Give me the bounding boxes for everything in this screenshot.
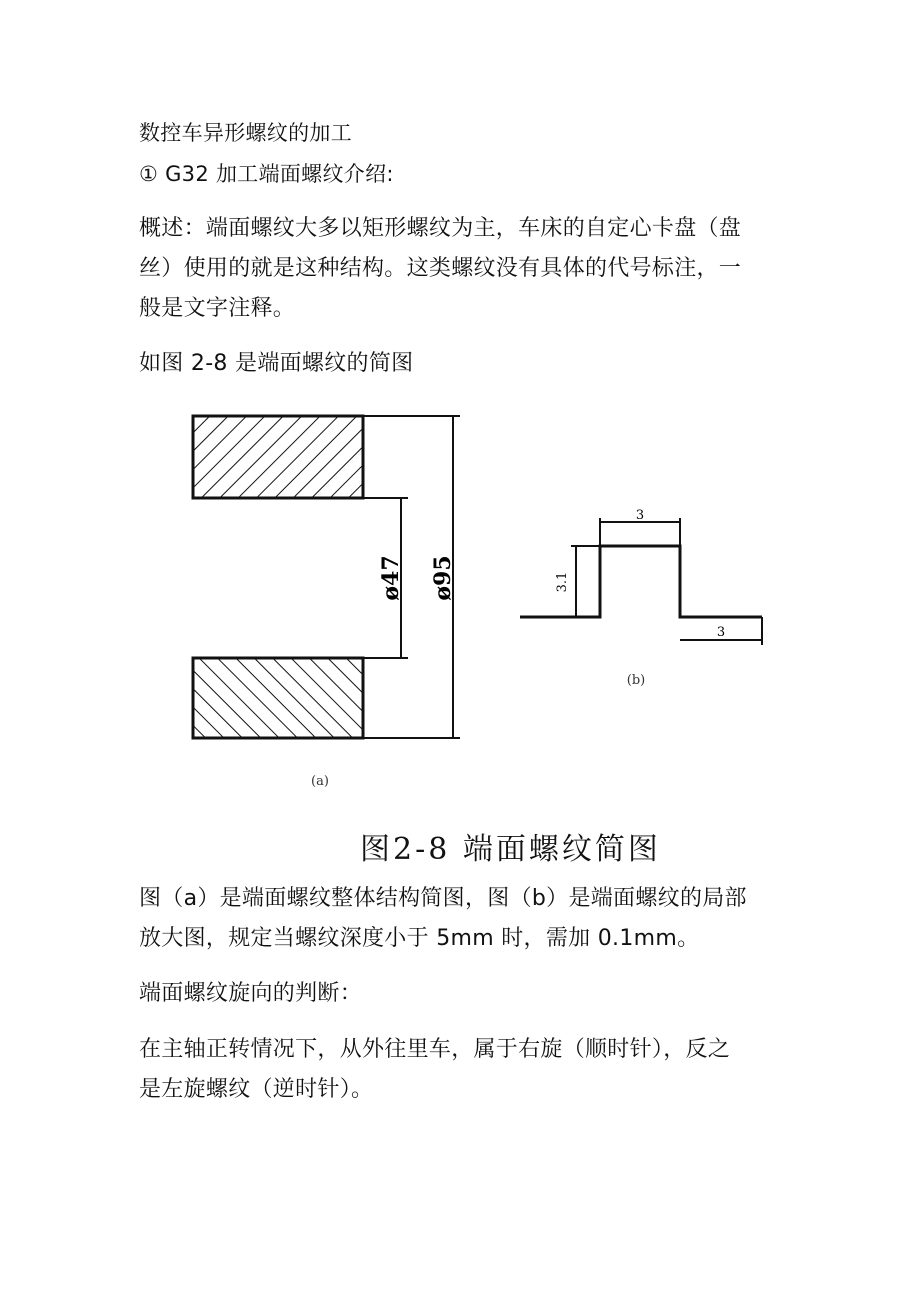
figure-a-label: (a) bbox=[311, 774, 329, 789]
overview-line-2: 丝）使用的就是这种结构。这类螺纹没有具体的代号标注，一 bbox=[139, 256, 742, 281]
upper-section-hatched bbox=[193, 416, 363, 498]
figure-intro: 如图 2-8 是端面螺纹的简图 bbox=[139, 351, 414, 376]
section-subtitle: ① G32 加工端面螺纹介绍: bbox=[139, 162, 394, 186]
direction-line-2: 是左旋螺纹（逆时针）。 bbox=[139, 1077, 374, 1102]
lower-section-hatched bbox=[193, 658, 363, 738]
figure-caption: 图2-8 端面螺纹简图 bbox=[360, 832, 661, 867]
dim-label-width-top: 3 bbox=[635, 508, 645, 523]
depth-dimension bbox=[571, 546, 600, 617]
explain-line-2: 放大图，规定当螺纹深度小于 5mm 时，需加 0.1mm。 bbox=[139, 926, 700, 951]
document-title: 数控车异形螺纹的加工 bbox=[139, 121, 352, 145]
direction-line-1: 在主轴正转情况下，从外往里车，属于右旋（顺时针），反之 bbox=[139, 1037, 731, 1062]
direction-heading: 端面螺纹旋向的判断： bbox=[139, 981, 363, 1006]
overview-line-3: 般是文字注释。 bbox=[139, 296, 296, 321]
dim-label-inner: ø47 bbox=[378, 555, 404, 601]
figure-b-label: (b) bbox=[626, 673, 646, 688]
dim-label-depth: 3.1 bbox=[555, 571, 570, 593]
explain-line-1: 图（a）是端面螺纹整体结构简图，图（b）是端面螺纹的局部 bbox=[139, 886, 747, 911]
overview-line-1: 概述：端面螺纹大多以矩形螺纹为主，车床的自定心卡盘（盘 bbox=[139, 216, 742, 241]
dim-label-outer: ø95 bbox=[430, 555, 456, 601]
face-thread-figure bbox=[0, 400, 920, 820]
dim-label-width-bottom: 3 bbox=[716, 625, 726, 640]
